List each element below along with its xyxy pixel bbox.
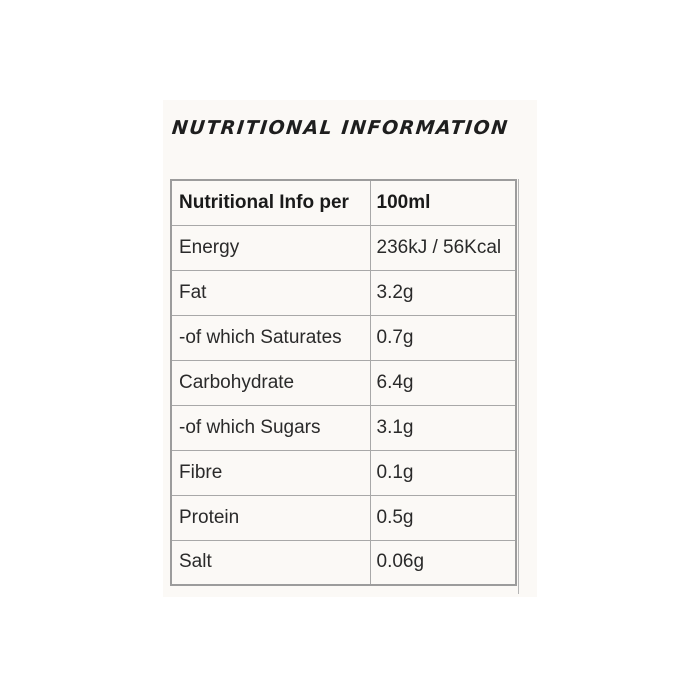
table-edge-divider bbox=[518, 179, 519, 594]
table-row bbox=[171, 315, 516, 360]
nutrient-name-cell: Fibre bbox=[171, 450, 370, 495]
table-row bbox=[171, 270, 516, 315]
nutrient-value-cell: 6.4g bbox=[370, 360, 516, 405]
nutrient-name-cell: Carbohydrate bbox=[171, 360, 370, 405]
table-row bbox=[171, 540, 516, 585]
nutrient-name-cell: -of which Sugars bbox=[171, 405, 370, 450]
nutrient-name-cell: -of which Saturates bbox=[171, 315, 370, 360]
table-row bbox=[171, 450, 516, 495]
table-row bbox=[171, 360, 516, 405]
header-label-cell: Nutritional Info per bbox=[171, 180, 370, 225]
nutrient-value-cell: 3.1g bbox=[370, 405, 516, 450]
nutrient-value-cell: 0.06g bbox=[370, 540, 516, 585]
nutrition-table bbox=[170, 179, 517, 586]
nutrient-value-cell: 236kJ / 56Kcal bbox=[370, 225, 516, 270]
nutrient-value-cell: 0.1g bbox=[370, 450, 516, 495]
nutrient-name-cell: Protein bbox=[171, 495, 370, 540]
section-heading: NUTRITIONAL INFORMATION bbox=[170, 117, 510, 139]
table-row bbox=[171, 225, 516, 270]
table-row bbox=[171, 495, 516, 540]
table-header-row bbox=[171, 180, 516, 225]
nutrient-name-cell: Energy bbox=[171, 225, 370, 270]
table-row bbox=[171, 405, 516, 450]
header-unit-cell: 100ml bbox=[370, 180, 516, 225]
nutrient-value-cell: 0.5g bbox=[370, 495, 516, 540]
nutrient-name-cell: Salt bbox=[171, 540, 370, 585]
nutrition-panel bbox=[163, 100, 537, 597]
nutrient-value-cell: 0.7g bbox=[370, 315, 516, 360]
nutrient-name-cell: Fat bbox=[171, 270, 370, 315]
nutrient-value-cell: 3.2g bbox=[370, 270, 516, 315]
